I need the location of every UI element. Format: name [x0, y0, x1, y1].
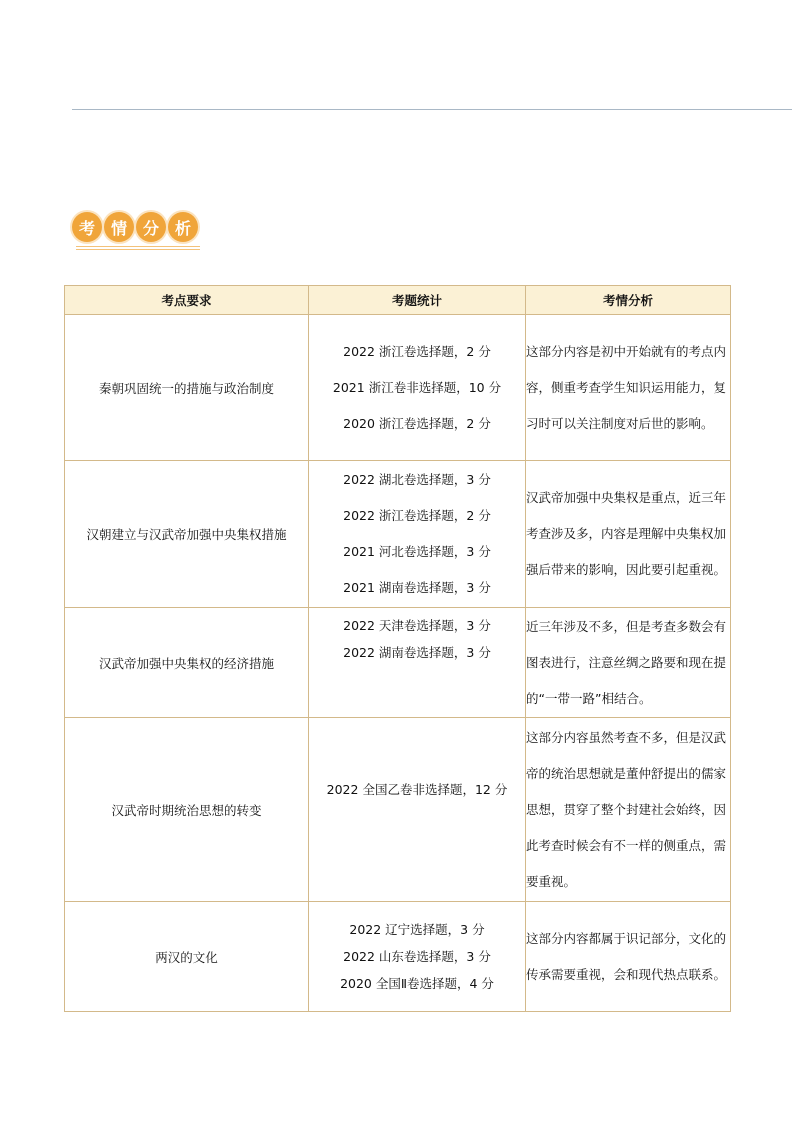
- badge-char: 情: [104, 212, 134, 242]
- analysis-cell: 这部分内容都属于识记部分，文化的传承需要重视，会和现代热点联系。: [526, 902, 731, 1012]
- stat-line: 2021 湖南卷选择题，3 分: [343, 580, 491, 595]
- stat-line: 2022 辽宁选择题，3 分: [349, 922, 485, 937]
- statistics-cell: [309, 315, 526, 461]
- table-header-row: [65, 286, 731, 315]
- analysis-cell: 汉武帝加强中央集权是重点，近三年考查涉及多，内容是理解中央集权加强后带来的影响，因此要引起重视。: [526, 461, 731, 608]
- exam-analysis-table: [64, 285, 731, 1012]
- stat-line: 2020 全国Ⅱ卷选择题，4 分: [340, 976, 494, 991]
- badge-char: 分: [136, 212, 166, 242]
- requirement-cell: 汉朝建立与汉武帝加强中央集权措施: [65, 461, 309, 608]
- analysis-cell: 近三年涉及不多，但是考查多数会有图表进行，注意丝绸之路要和现在提的“一带一路”相结合。: [526, 608, 731, 718]
- badge-underline: [76, 246, 200, 250]
- requirement-cell: 两汉的文化: [65, 902, 309, 1012]
- table-row: [65, 461, 731, 608]
- stat-line: 2022 天津卷选择题，3 分: [343, 618, 491, 633]
- stat-line: 2020 浙江卷选择题，2 分: [343, 415, 491, 431]
- header-requirement: 考点要求: [65, 286, 309, 315]
- statistics-cell: [309, 718, 526, 902]
- requirement-cell: 秦朝巩固统一的措施与政治制度: [65, 315, 309, 461]
- analysis-cell: 这部分内容虽然考查不多，但是汉武帝的统治思想就是董仲舒提出的儒家思想，贯穿了整个封建社会始终，因此考查时候会有不一样的侧重点，需要重视。: [526, 718, 731, 902]
- table-row: [65, 608, 731, 718]
- stat-line: 2022 山东卷选择题，3 分: [343, 949, 491, 964]
- table-row: [65, 902, 731, 1012]
- statistics-cell: [309, 461, 526, 608]
- table-row: [65, 315, 731, 461]
- badge-char: 析: [168, 212, 198, 242]
- statistics-cell: [309, 902, 526, 1012]
- requirement-cell: 汉武帝加强中央集权的经济措施: [65, 608, 309, 718]
- analysis-cell: 这部分内容是初中开始就有的考点内容，侧重考查学生知识运用能力，复习时可以关注制度对后世的影响。: [526, 315, 731, 461]
- table-row: [65, 718, 731, 902]
- requirement-cell: 汉武帝时期统治思想的转变: [65, 718, 309, 902]
- stat-line: 2022 浙江卷选择题，2 分: [343, 508, 491, 523]
- badge-char: 考: [72, 212, 102, 242]
- statistics-cell: [309, 608, 526, 718]
- stat-line: 2022 浙江卷选择题，2 分: [343, 343, 491, 359]
- section-badge: [72, 206, 200, 248]
- stat-line: 2021 浙江卷非选择题，10 分: [332, 379, 502, 395]
- stat-line: 2022 湖南卷选择题，3 分: [343, 645, 491, 660]
- stat-line: 2022 湖北卷选择题，3 分: [343, 472, 491, 487]
- header-rule: [72, 109, 792, 110]
- header-statistics: 考题统计: [309, 286, 526, 315]
- stat-line: 2021 河北卷选择题，3 分: [343, 544, 491, 559]
- header-analysis: 考情分析: [526, 286, 731, 315]
- stat-line: 2022 全国乙卷非选择题，12 分: [326, 782, 508, 797]
